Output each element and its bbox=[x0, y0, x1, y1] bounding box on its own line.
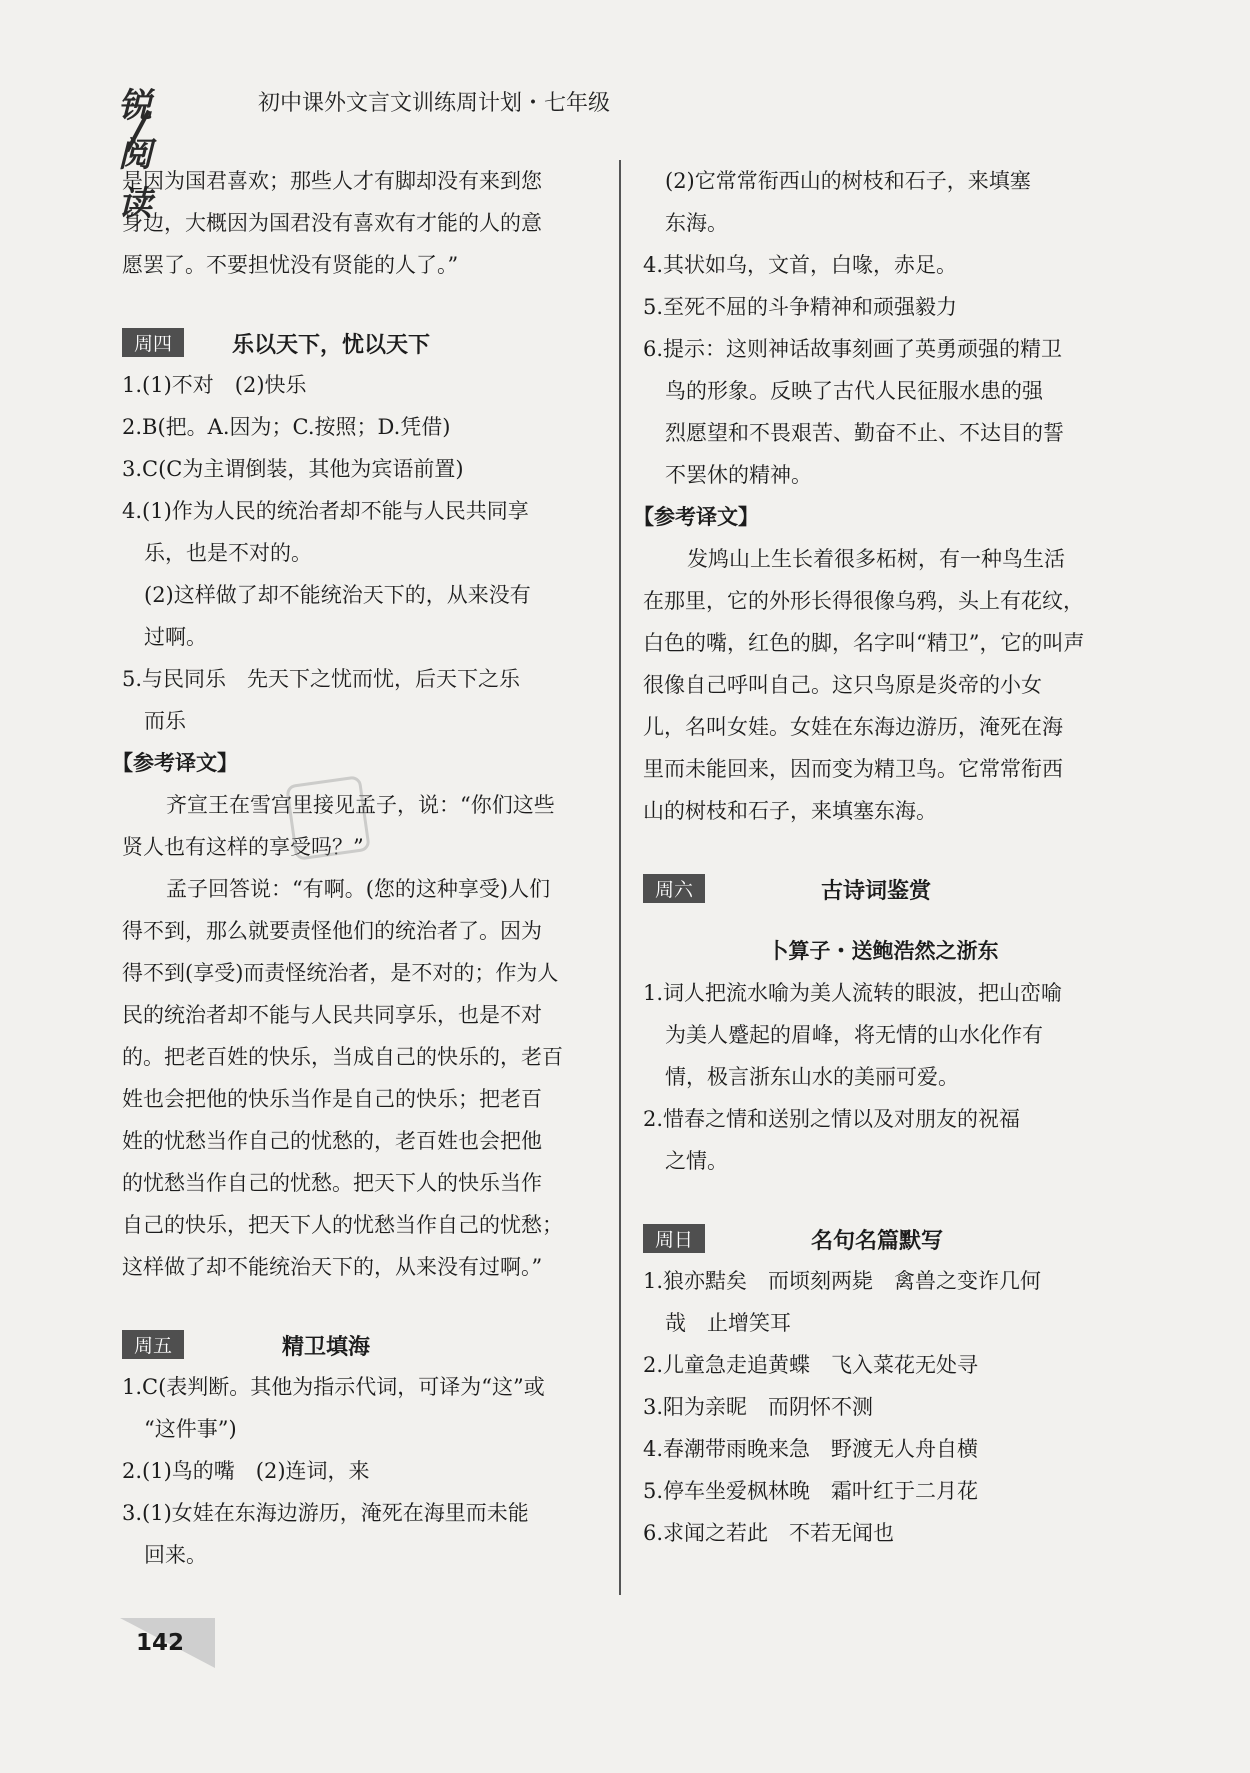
day-badge: 周四 bbox=[122, 328, 184, 357]
answer-line: 2.儿童急走追黄蝶 飞入菜花无处寻 bbox=[643, 1353, 979, 1377]
text-line: 身边，大概因为国君没有喜欢有才能的人的意 bbox=[122, 211, 542, 235]
translation-line: 姓也会把他的快乐当作是自己的快乐；把老百 bbox=[122, 1087, 542, 1111]
reference-translation-label: 【参考译文】 bbox=[633, 505, 759, 529]
answer-line: 2.B(把。A.因为；C.按照；D.凭借) bbox=[122, 415, 451, 439]
answer-line: 1.狼亦黠矣 而顷刻两毙 禽兽之变诈几何 bbox=[643, 1269, 1042, 1293]
answer-line: 4.(1)作为人民的统治者却不能与人民共同享 bbox=[122, 499, 529, 523]
answer-line: 2.(1)鸟的嘴 (2)连词，来 bbox=[122, 1459, 370, 1483]
translation-line: 孟子回答说：“有啊。(您的这种享受)人们 bbox=[166, 877, 551, 901]
answer-line: 回来。 bbox=[144, 1543, 207, 1567]
answer-line: 为美人蹙起的眉峰，将无情的山水化作有 bbox=[665, 1023, 1043, 1047]
translation-line: 自己的快乐，把天下人的忧愁当作自己的忧愁； bbox=[122, 1213, 563, 1237]
answer-line: 5.停车坐爱枫林晚 霜叶红于二月花 bbox=[643, 1479, 979, 1503]
right-column bbox=[633, 160, 1123, 1554]
section-title: 古诗词鉴赏 bbox=[821, 879, 932, 904]
translation-line: 姓的忧愁当作自己的忧愁的，老百姓也会把他 bbox=[122, 1129, 542, 1153]
answer-line: 2.惜春之情和送别之情以及对朋友的祝福 bbox=[643, 1107, 1021, 1131]
section-friday-heading bbox=[122, 1322, 600, 1366]
header-title: 初中课外文言文训练周计划・七年级 bbox=[258, 91, 611, 116]
brand-logo: 锐阅读 bbox=[118, 86, 151, 224]
reference-translation-label: 【参考译文】 bbox=[112, 751, 238, 775]
left-column bbox=[112, 160, 600, 1576]
column-divider bbox=[619, 160, 621, 1595]
translation-line: 民的统治者却不能与人民共同享乐，也是不对 bbox=[122, 1003, 542, 1027]
translation-line: 里而未能回来，因而变为精卫鸟。它常常衔西 bbox=[643, 757, 1063, 781]
translation-line: 很像自己呼叫自己。这只鸟原是炎帝的小女 bbox=[643, 673, 1042, 697]
translation-line: 的忧愁当作自己的忧愁。把天下人的快乐当作 bbox=[122, 1171, 542, 1195]
answer-line: 3.(1)女娃在东海边游历，淹死在海里而未能 bbox=[122, 1501, 529, 1525]
answer-line: 6.求闻之若此 不若无闻也 bbox=[643, 1521, 895, 1545]
answer-line: 烈愿望和不畏艰苦、勤奋不止、不达目的誓 bbox=[665, 421, 1064, 445]
answer-line: 4.春潮带雨晚来急 野渡无人舟自横 bbox=[643, 1437, 979, 1461]
answer-line: 之情。 bbox=[665, 1149, 728, 1173]
translation-line: 发鸠山上生长着很多柘树，有一种鸟生活 bbox=[687, 547, 1065, 571]
answer-line: 过啊。 bbox=[144, 625, 207, 649]
page-number: 142 bbox=[136, 1630, 185, 1656]
answer-line: 情，极言浙东山水的美丽可爱。 bbox=[665, 1065, 959, 1089]
day-badge: 周六 bbox=[643, 874, 705, 903]
day-badge: 周日 bbox=[643, 1224, 705, 1253]
translation-line: 山的树枝和石子，来填塞东海。 bbox=[643, 799, 937, 823]
answer-line: 哉 止增笑耳 bbox=[665, 1311, 791, 1335]
poem-title: 卜算子・送鲍浩然之浙东 bbox=[767, 939, 999, 963]
section-title: 乐以天下，忧以天下 bbox=[232, 333, 431, 358]
translation-line: 儿，名叫女娃。女娃在东海边游历，淹死在海 bbox=[643, 715, 1063, 739]
text-line: 是因为国君喜欢；那些人才有脚却没有来到您 bbox=[122, 169, 542, 193]
translation-line: 贤人也有这样的享受吗？” bbox=[122, 835, 364, 859]
section-saturday-heading bbox=[643, 866, 1123, 910]
answer-line: 乐，也是不对的。 bbox=[144, 541, 312, 565]
answer-line: 而乐 bbox=[144, 709, 186, 733]
section-sunday-heading bbox=[643, 1216, 1123, 1260]
answer-line: 1.(1)不对 (2)快乐 bbox=[122, 373, 307, 397]
answer-line: 1.词人把流水喻为美人流转的眼波，把山峦喻 bbox=[643, 981, 1063, 1005]
translation-line: 得不到，那么就要责怪他们的统治者了。因为 bbox=[122, 919, 542, 943]
translation-line: 齐宣王在雪宫里接见孟子，说：“你们这些 bbox=[166, 793, 555, 817]
translation-line: 的。把老百姓的快乐，当成自己的快乐的，老百 bbox=[122, 1045, 563, 1069]
answer-line: 不罢休的精神。 bbox=[665, 463, 812, 487]
section-title: 精卫填海 bbox=[282, 1335, 371, 1360]
day-badge: 周五 bbox=[122, 1330, 184, 1359]
translation-line: 这样做了却不能统治天下的，从来没有过啊。” bbox=[122, 1255, 543, 1279]
answer-line: (2)它常常衔西山的树枝和石子，来填塞 bbox=[665, 169, 1031, 193]
text-line: 愿罢了。不要担忧没有贤能的人了。” bbox=[122, 253, 459, 277]
answer-line: 3.C(C为主谓倒装，其他为宾语前置) bbox=[122, 457, 464, 481]
answer-line: (2)这样做了却不能统治天下的，从来没有 bbox=[144, 583, 531, 607]
answer-line: 6.提示：这则神话故事刻画了英勇顽强的精卫 bbox=[643, 337, 1063, 361]
section-thursday-heading bbox=[122, 320, 600, 364]
answer-line: 3.阳为亲昵 而阴怀不测 bbox=[643, 1395, 874, 1419]
answer-line: 5.与民同乐 先天下之忧而忧，后天下之乐 bbox=[122, 667, 521, 691]
answer-line: 东海。 bbox=[665, 211, 728, 235]
translation-line: 白色的嘴，红色的脚，名字叫“精卫”，它的叫声 bbox=[643, 631, 1085, 655]
section-title: 名句名篇默写 bbox=[811, 1229, 944, 1254]
answer-line: 1.C(表判断。其他为指示代词，可译为“这”或 bbox=[122, 1375, 545, 1399]
answer-line: 4.其状如乌，文首，白喙，赤足。 bbox=[643, 253, 958, 277]
answer-line: 鸟的形象。反映了古代人民征服水患的强 bbox=[665, 379, 1043, 403]
translation-line: 在那里，它的外形长得很像乌鸦，头上有花纹， bbox=[643, 589, 1084, 613]
faint-stamp-icon bbox=[285, 775, 371, 861]
answer-line: “这件事”) bbox=[144, 1417, 237, 1441]
translation-line: 得不到(享受)而责怪统治者，是不对的；作为人 bbox=[122, 961, 559, 985]
answer-line: 5.至死不屈的斗争精神和顽强毅力 bbox=[643, 295, 958, 319]
